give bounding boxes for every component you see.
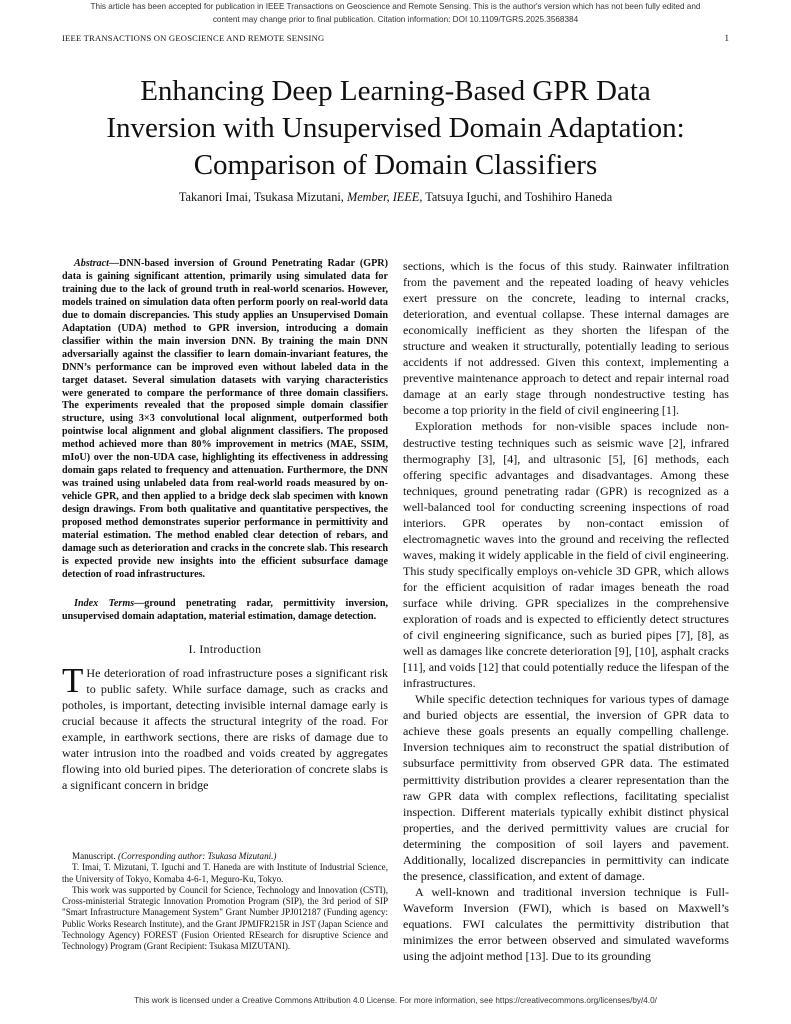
author-list — [40, 190, 751, 205]
abstract — [62, 258, 388, 582]
right-column — [403, 258, 729, 964]
footnote-manuscript — [62, 851, 388, 862]
publication-notice-line1: This article has been accepted for publication in IEEE Transactions on Geoscience and Remote Sensing. This is the author's version which has not been fully edited and — [90, 2, 701, 11]
running-header-journal: IEEE TRANSACTIONS ON GEOSCIENCE AND REMOTE SENSING — [62, 33, 325, 43]
footnote-funding: This work was supported by Council for Science, Technology and Innovation (CSTI), Cross-ministerial Strategic Innovation Promotion Program (SIP), the 3rd period of SIP "Smart Infrastructure Management System" Grant Number JPJ012187 (Funding agency: Public Works Research Institute), and the Grant JPMJFR215R in JST (Japan Science and Technology Agency) FOREST (Fusion Oriented REsearch for disruptive Science and Technology) Program (Grant Recipient: Tsukasa MIZUTANI). — [62, 884, 388, 952]
paper-title-line1: Enhancing Deep Learning-Based GPR Data — [140, 75, 651, 107]
publication-notice — [90, 0, 701, 26]
paper-title-line2: Inversion with Unsupervised Domain Adaptation: — [106, 112, 685, 144]
index-terms-lead: Index Terms — [74, 597, 135, 609]
intro-paragraph-1-text: He deterioration of road infrastructure poses a significant risk to public safety. While surface damage, such as cracks and potholes, is important, detecting invisible internal damage early is crucial because it affects the structural integrity of the road. For example, in earthwork sections, there are risks of damage due to water intrusion into the roadbed and voids created by aggregates flowing into old buried pipes. The deterioration of concrete slabs is a significant concern in bridge — [62, 665, 388, 793]
license-footer: This work is licensed under a Creative Commons Attribution 4.0 License. For more information, see https://creativecommons.org/licenses/by/4.0/ — [134, 996, 657, 1005]
index-terms — [62, 598, 388, 624]
authors-part-a: Takanori Imai, Tsukasa Mizutani, — [178, 190, 347, 204]
paper-title-line3: Comparison of Domain Classifiers — [193, 149, 598, 181]
left-column — [62, 258, 388, 793]
publication-notice-line2: content may change prior to final publication. Citation information: DOI 10.1109/TGRS.2025.3568384 — [212, 15, 579, 24]
abstract-lead: Abstract — [74, 258, 109, 269]
right-paragraph-1: sections, which is the focus of this study. Rainwater infiltration from the pavement and the repeated loading of heavy vehicles exert pressure on the concrete, leading to internal cracks, deterioration, and eventual collapse. These internal damages are economically inefficient as they shorten the lifespan of the structure and weaken it structurally, potentially leading to serious accidents if not addressed. Given this context, implementing a preventive maintenance approach to detect and repair internal road damage at an early stage through nondestructive testing has become a top priority in the field of civil engineering [1]. — [403, 259, 729, 418]
index-terms-text: —ground penetrating radar, permittivity inversion, unsupervised domain adaptation, material estimation, damage detection. — [62, 597, 389, 622]
section-heading-introduction: I. Introduction — [188, 641, 262, 656]
paper-title — [40, 73, 751, 184]
abstract-text: —DNN-based inversion of Ground Penetrating Radar (GPR) data is gaining significant attention, primarily using simulated data for training due to the lack of ground truth in real-world scenarios. However, models trained on simulation data often perform poorly on real-world data due to domain discrepancies. This study applies an Unsupervised Domain Adaptation (UDA) method to GPR inversion, introducing a domain classifier within the main inversion DNN. By training the main DNN adversarially against the classifier to learn domain-invariant features, the DNN’s performance can be improved even without labeled data in the target dataset. Several simulation datasets with varying characteristics were generated to compare the performance of three domain classifiers. The experiments revealed that the proposed simple domain classifier structure, using 3×3 convolutional local alignment, outperformed both pointwise local alignment and global alignment classifiers. The proposed method achieved more than 80% improvement in metrics (MAE, SSIM, mIoU) over the non-UDA case, highlighting its effectiveness in addressing domain gaps related to frequency and attenuation. Furthermore, the DNN was trained using unlabeled data from real-world roads measured by on-vehicle GPR, and then applied to a bridge deck slab specimen with known design drawings. From both qualitative and quantitative perspectives, the proposed method demonstrates superior performance in permittivity and material estimation. The method enabled clear detection of rebars, and damage such as deterioration and cracks in the concrete slab. This research is expected provide new insights into the efficient subsurface damage detection of road infrastructures. — [62, 258, 388, 580]
footnote-manuscript-label: Manuscript. — [72, 851, 118, 861]
right-paragraph-3: While specific detection techniques for various types of damage and buried objects are essential, the inversion of GPR data to achieve these goals presents an equally compelling challenge. Inversion techniques aim to reconstruct the spatial distribution of subsurface permittivity from observed GPR data. The estimated permittivity distribution provides a clearer representation than the raw GPR data with complex reflections, facilitating specialist inspection. Different materials typically exhibit distinct physical properties, and the derived permittivity values are crucial for determining the composition of soil layers and pavement. Additionally, localized discrepancies in permittivity can indicate the presence, classification, and extent of damage. — [403, 692, 729, 883]
footnote-corresponding-author: (Corresponding author: Tsukasa Mizutani.) — [117, 851, 277, 861]
intro-paragraph-1 — [62, 660, 388, 793]
right-paragraph-4: A well-known and traditional inversion technique is Full-Waveform Inversion (FWI), which is based on Maxwell’s equations. FWI calculates the permittivity distribution that minimizes the error between observed and simulated waveforms using the adjoint method [13]. Due to its grounding — [403, 884, 729, 964]
right-paragraph-2: Exploration methods for non-visible spaces include non-destructive testing techniques such as seismic wave [2], infrared thermography [3], [4], and ultrasonic [5], [6] methods, each offering specific advantages and disadvantages. Among these techniques, ground penetrating radar (GPR) is recognized as a well-balanced tool for conducting screening inspections of road interiors. GPR operates by non-contact emission of electromagnetic waves into the ground and receiving the reflected waves, making it widely applicable in the field of civil engineering. This study specifically employs on-vehicle 3D GPR, which allows for the efficient acquisition of radar images beneath the road surface while driving. GPR specializes in the comprehensive exploration of roads and is expected to efficiently detect structures of civil engineering significance, such as buried pipes [7], [8], as well as damages like concrete deterioration [9], [10], asphalt cracks [11], and voids [12] that could potentially reduce the lifespan of the infrastructures. — [403, 419, 729, 691]
authors-part-b: , Tatsuya Iguchi, and Toshihiro Haneda — [419, 190, 613, 204]
drop-cap: T — [62, 660, 84, 700]
page-number: 1 — [724, 33, 729, 43]
footnotes — [62, 851, 388, 953]
authors-membership: Member, IEEE — [346, 190, 420, 204]
footnote-affiliation: T. Imai, T. Mizutani, T. Iguchi and T. Haneda are with Institute of Industrial Science, the University of Tokyo, Komaba 4-6-1, Meguro-Ku, Tokyo. — [62, 862, 388, 884]
